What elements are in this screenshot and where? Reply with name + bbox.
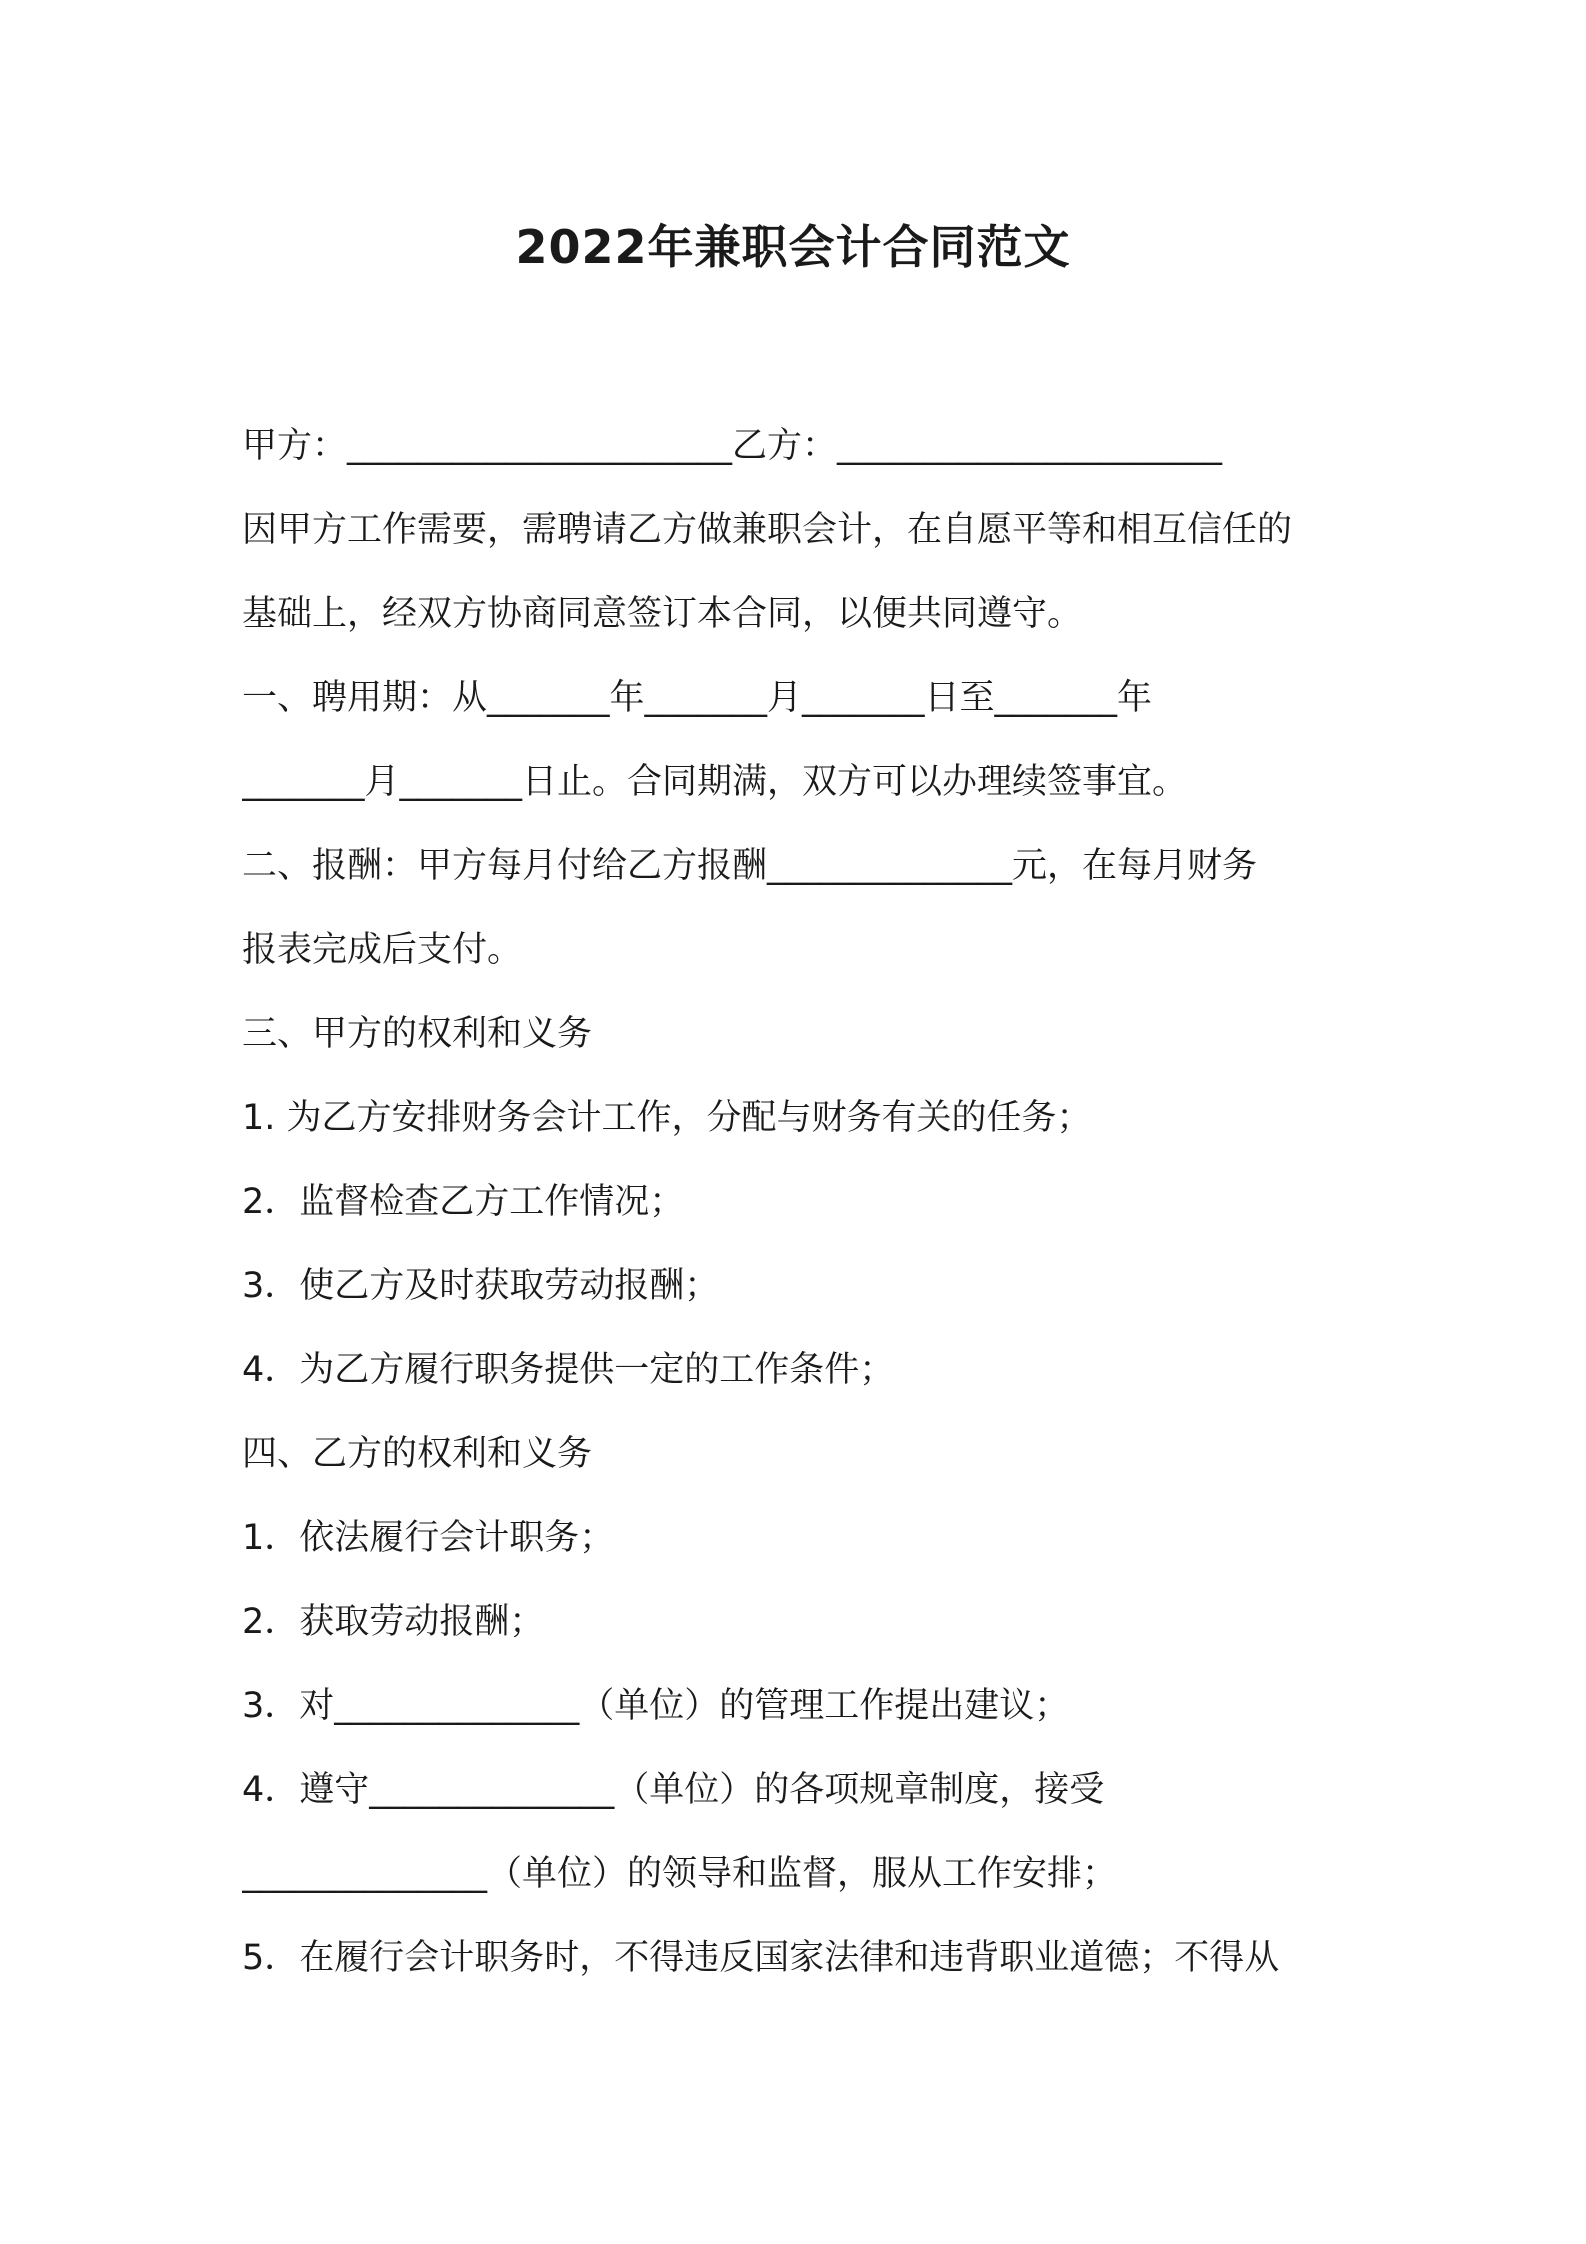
list-item: 5．在履行会计职务时，不得违反国家法律和违背职业道德；不得从 [242,1938,1280,1978]
preamble-line: 因甲方工作需要，需聘请乙方做兼职会计，在自愿平等和相互信任的 [242,510,1293,550]
clause-term-line: 一、聘用期：从_______年_______月_______日至_______年 [242,678,1153,718]
list-item: 4．为乙方履行职务提供一定的工作条件； [242,1350,895,1390]
list-item: 2．监督检查乙方工作情况； [242,1182,685,1222]
contract-body [242,404,1362,2000]
list-item: 1. 为乙方安排财务会计工作，分配与财务有关的任务； [242,1098,1092,1138]
section-heading: 四、乙方的权利和义务 [242,1434,593,1474]
clause-pay-line: 二、报酬：甲方每月付给乙方报酬______________元，在每月财务 [242,846,1258,886]
list-item: 1．依法履行会计职务； [242,1518,615,1558]
party-line: 甲方：______________________乙方：______________________ [242,426,1223,466]
list-item: 2．获取劳动报酬； [242,1602,545,1642]
clause-term-line: _______月_______日止。合同期满，双方可以办理续签事宜。 [242,762,1188,802]
clause-pay-line: 报表完成后支付。 [242,930,523,970]
section-heading: 三、甲方的权利和义务 [242,1014,593,1054]
document-title: 2022年兼职会计合同范文 [515,220,1071,274]
list-item: 3．使乙方及时获取劳动报酬； [242,1266,720,1306]
list-item-continuation: ______________（单位）的领导和监督，服从工作安排； [242,1854,1118,1894]
preamble-line: 基础上，经双方协商同意签订本合同，以便共同遵守。 [242,594,1083,634]
list-item: 4．遵守______________（单位）的各项规章制度，接受 [242,1770,1105,1810]
list-item: 3．对______________（单位）的管理工作提出建议； [242,1686,1070,1726]
